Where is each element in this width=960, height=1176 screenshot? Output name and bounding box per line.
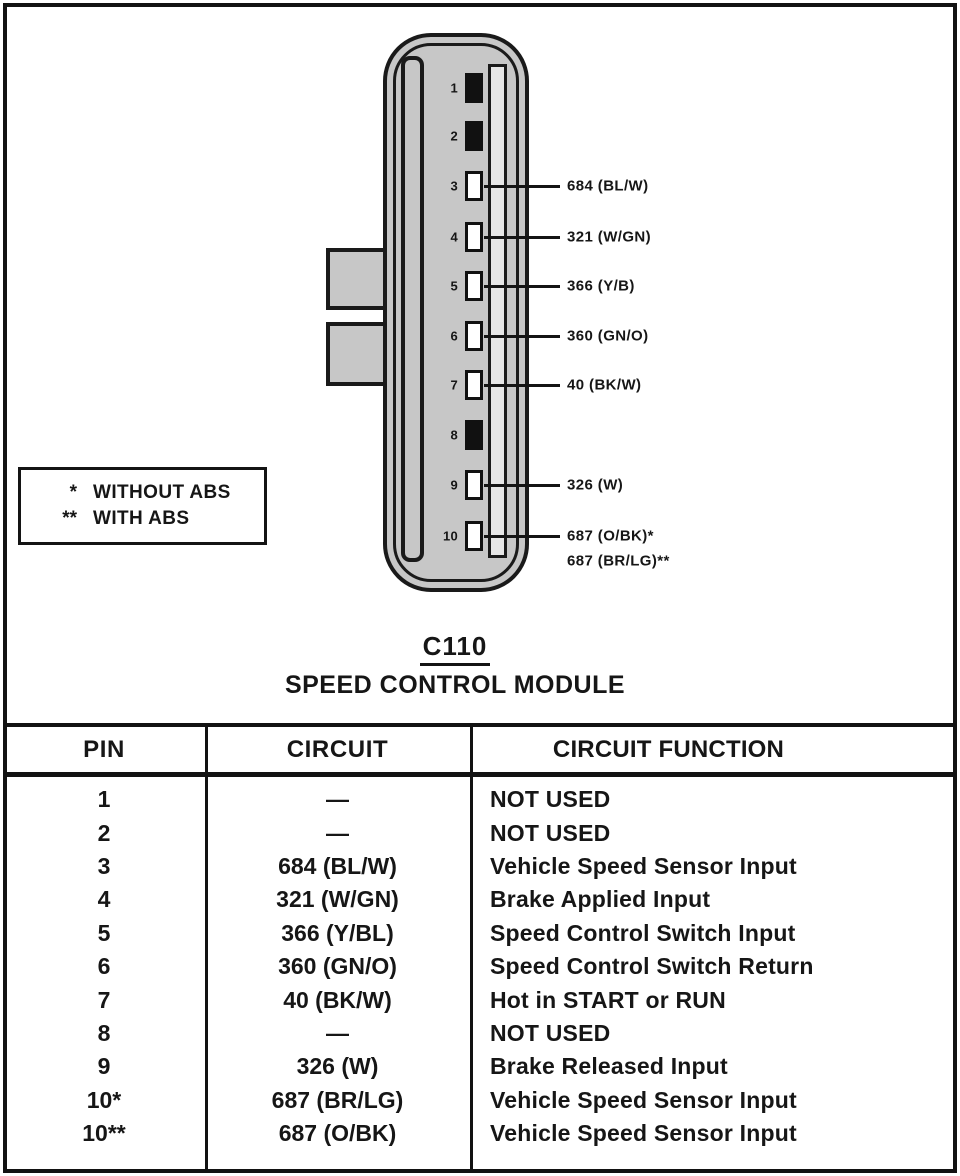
leader-line-pin9 — [484, 484, 560, 487]
wire-label-pin7: 40 (BK/W) — [567, 376, 642, 394]
wire-label-pin10-a: 687 (O/BK)* — [567, 527, 654, 545]
cell-circuit: — — [326, 786, 349, 813]
wire-label-pin10-b: 687 (BR/LG)** — [567, 552, 670, 570]
abs-legend-box — [18, 467, 267, 545]
pin-2 — [465, 121, 483, 151]
pin-number-1: 1 — [450, 80, 458, 96]
cell-pin: 3 — [97, 852, 111, 879]
cell-function: NOT USED — [490, 819, 611, 846]
pin-10 — [465, 521, 483, 551]
table-divider-circuit-function — [470, 727, 473, 1173]
cell-circuit: — — [326, 819, 349, 846]
wire-label-pin3: 684 (BL/W) — [567, 177, 649, 195]
wire-label-pin5: 366 (Y/B) — [567, 277, 635, 295]
cell-function: Vehicle Speed Sensor Input — [490, 1086, 797, 1113]
legend-symbol-double-asterisk: ** — [62, 507, 77, 529]
pin-number-9: 9 — [450, 477, 458, 493]
table-row — [3, 950, 957, 983]
pin-5 — [465, 271, 483, 301]
pin-number-6: 6 — [450, 328, 458, 344]
mount-tab-upper — [326, 248, 388, 310]
leader-line-pin6 — [484, 335, 560, 338]
legend-row-without-abs — [21, 483, 264, 504]
cell-circuit: 366 (Y/BL) — [281, 919, 394, 946]
pin-9 — [465, 470, 483, 500]
legend-symbol-single-asterisk: * — [69, 481, 77, 503]
table-row — [3, 1084, 957, 1117]
table-row — [3, 1017, 957, 1050]
cell-pin: 10** — [82, 1120, 126, 1147]
pin-8 — [465, 420, 483, 450]
pin-number-2: 2 — [450, 128, 458, 144]
table-row — [3, 850, 957, 883]
wire-label-pin4: 321 (W/GN) — [567, 228, 652, 246]
table-row — [3, 1050, 957, 1083]
cell-circuit: 687 (BR/LG) — [271, 1086, 404, 1113]
cell-function: Vehicle Speed Sensor Input — [490, 852, 797, 879]
wire-label-pin9: 326 (W) — [567, 476, 624, 494]
table-row — [3, 917, 957, 950]
table-row — [3, 816, 957, 849]
mount-tab-lower — [326, 322, 388, 386]
diagram-title-block — [255, 631, 655, 700]
pin-number-7: 7 — [450, 377, 458, 393]
pin-1 — [465, 73, 483, 103]
pin-number-5: 5 — [450, 278, 458, 294]
cell-pin: 9 — [97, 1053, 111, 1080]
cell-function: Speed Control Switch Return — [490, 953, 814, 980]
table-body — [3, 777, 957, 1150]
table-row — [3, 783, 957, 816]
cell-function: Speed Control Switch Input — [490, 919, 796, 946]
cell-circuit: 360 (GN/O) — [278, 953, 397, 980]
legend-label-without-abs: WITHOUT ABS — [93, 481, 231, 503]
header-circuit: CIRCUIT — [286, 735, 389, 763]
cell-pin: 4 — [97, 886, 111, 913]
legend-row-with-abs — [21, 509, 264, 530]
cell-pin: 10* — [86, 1086, 122, 1113]
pinout-table — [3, 723, 957, 1173]
cell-function: Brake Applied Input — [490, 886, 711, 913]
cell-circuit: 687 (O/BK) — [278, 1120, 397, 1147]
cell-pin: 6 — [97, 953, 111, 980]
wire-label-pin6: 360 (GN/O) — [567, 327, 649, 345]
cell-circuit: — — [326, 1019, 349, 1046]
pin-number-3: 3 — [450, 178, 458, 194]
cell-function: NOT USED — [490, 1019, 611, 1046]
header-function: CIRCUIT FUNCTION — [552, 735, 785, 763]
table-row — [3, 883, 957, 916]
leader-line-pin3 — [484, 185, 560, 188]
cell-function: Hot in START or RUN — [490, 986, 726, 1013]
legend-label-with-abs: WITH ABS — [93, 507, 190, 529]
table-row — [3, 983, 957, 1016]
leader-line-pin5 — [484, 285, 560, 288]
cell-function: Vehicle Speed Sensor Input — [490, 1120, 797, 1147]
pin-number-10: 10 — [442, 528, 458, 544]
pin-3 — [465, 171, 483, 201]
header-pin: PIN — [83, 735, 125, 763]
cell-pin: 7 — [97, 986, 111, 1013]
table-row — [3, 1117, 957, 1150]
pin-number-4: 4 — [450, 229, 458, 245]
cell-function: Brake Released Input — [490, 1053, 728, 1080]
cell-pin: 1 — [97, 786, 111, 813]
cell-pin: 5 — [97, 919, 111, 946]
table-header-row — [3, 727, 957, 777]
module-title: SPEED CONTROL MODULE — [284, 671, 626, 699]
cell-pin: 8 — [97, 1019, 111, 1046]
cell-pin: 2 — [97, 819, 111, 846]
cell-circuit: 40 (BK/W) — [283, 986, 392, 1013]
leader-line-pin10 — [484, 535, 560, 538]
connector-id: C110 — [420, 631, 491, 666]
leader-line-pin4 — [484, 236, 560, 239]
pin-7 — [465, 370, 483, 400]
cell-function: NOT USED — [490, 786, 611, 813]
cell-circuit: 326 (W) — [296, 1053, 379, 1080]
leader-line-pin7 — [484, 384, 560, 387]
connector-keyway — [401, 56, 424, 562]
pin-number-8: 8 — [450, 427, 458, 443]
table-divider-pin-circuit — [205, 727, 208, 1173]
cell-circuit: 321 (W/GN) — [276, 886, 399, 913]
pin-6 — [465, 321, 483, 351]
pin-4 — [465, 222, 483, 252]
cell-circuit: 684 (BL/W) — [278, 852, 397, 879]
